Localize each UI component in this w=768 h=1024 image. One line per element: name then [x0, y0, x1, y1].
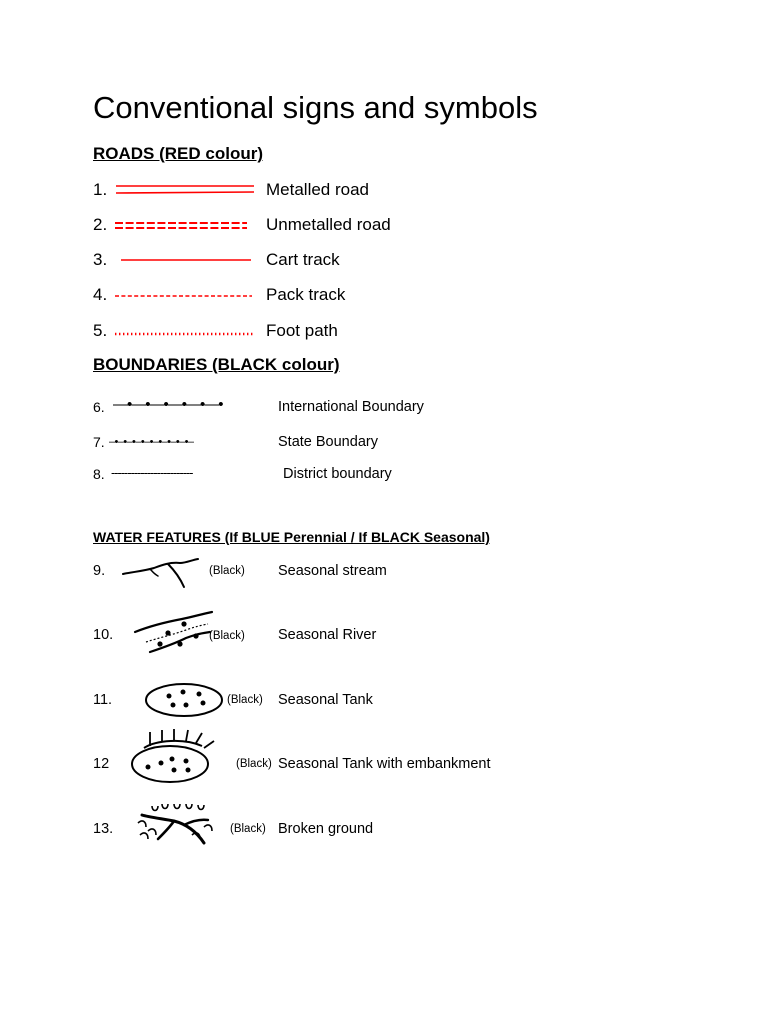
metalled-road-symbol	[114, 183, 256, 197]
black-tag: (Black)	[227, 694, 263, 706]
water-item-number: 11.	[93, 692, 113, 708]
road-item-label: Metalled road	[266, 180, 370, 199]
boundary-item-number: 7.	[93, 434, 105, 450]
road-item-number: 1.	[93, 180, 108, 199]
boundary-item-label: State Boundary	[278, 434, 378, 450]
cart-track-symbol	[120, 256, 252, 264]
stream-icon	[120, 556, 200, 592]
water-item-label: Seasonal Tank	[278, 692, 373, 708]
road-item-number: 3.	[93, 250, 108, 269]
road-item-label: Cart track	[266, 250, 340, 269]
boundary-item-number: 8.	[93, 466, 105, 482]
boundary-item-number: 6.	[93, 399, 105, 415]
water-item-number: 9.	[93, 563, 106, 579]
boundary-item-label: International Boundary	[278, 399, 424, 415]
tank-icon	[143, 681, 225, 721]
foot-path-symbol	[114, 330, 256, 338]
water-item-label: Seasonal Tank with embankment	[278, 756, 491, 772]
road-item-label: Unmetalled road	[266, 215, 391, 234]
black-tag: (Black)	[230, 823, 266, 835]
broken-ground-icon	[134, 799, 216, 847]
pack-track-symbol	[114, 292, 254, 300]
page-title: Conventional signs and symbols	[93, 90, 538, 125]
boundaries-heading: BOUNDARIES (BLACK colour)	[93, 355, 340, 374]
water-item-label: Seasonal River	[278, 627, 377, 643]
river-icon	[130, 608, 214, 658]
district-boundary-symbol: -------------------------	[111, 466, 193, 480]
water-item-number: 10.	[93, 627, 114, 643]
boundary-item-label: District boundary	[283, 466, 392, 482]
black-tag: (Black)	[209, 630, 245, 642]
road-item-number: 4.	[93, 285, 108, 304]
roads-heading: ROADS (RED colour)	[93, 144, 263, 163]
road-item-number: 5.	[93, 321, 108, 340]
water-item-number: 12	[93, 756, 110, 772]
road-item-label: Pack track	[266, 285, 346, 304]
international-boundary-symbol: —•—•—•—•—•—•	[113, 396, 223, 413]
black-tag: (Black)	[209, 565, 245, 577]
water-item-label: Seasonal stream	[278, 563, 387, 579]
unmetalled-road-symbol	[114, 220, 248, 232]
road-item-number: 2.	[93, 215, 108, 234]
water-features-heading: WATER FEATURES (If BLUE Perennial / If BLACK Seasonal)	[93, 529, 490, 545]
road-item-label: Foot path	[266, 321, 338, 340]
state-boundary-symbol: –•–•–•–•–•–•–•–•–•–	[109, 436, 194, 448]
black-tag: (Black)	[236, 758, 272, 770]
tank-embankment-icon	[128, 726, 224, 786]
water-item-number: 13.	[93, 821, 114, 837]
water-item-label: Broken ground	[278, 821, 374, 837]
